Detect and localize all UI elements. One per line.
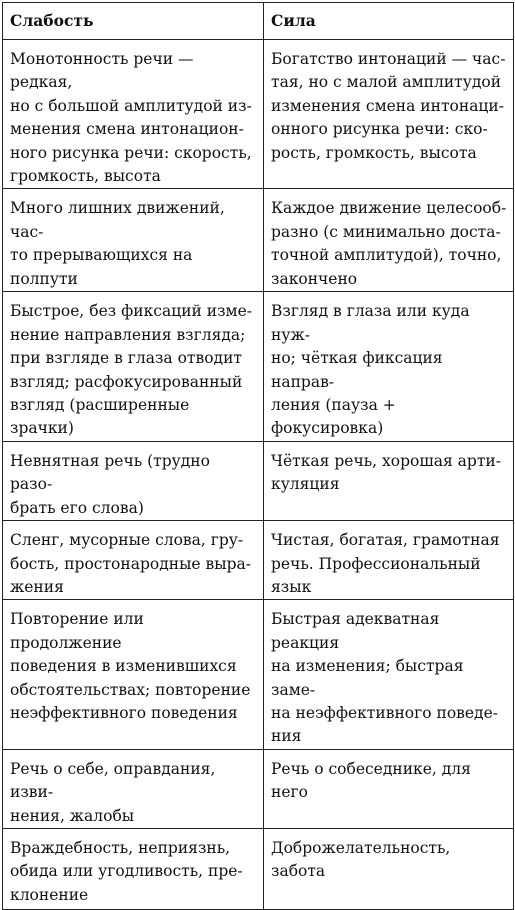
strength-text: Взгляд в глаза или куда нуж- но; чёткая фиксация направ- ления (пауза + фокусировка) [271,302,470,438]
table-row [3,521,514,600]
strength-text: Речь о собеседнике, для него [271,759,471,802]
table-row [3,600,514,749]
weakness-cell [3,292,264,441]
weakness-cell [3,828,264,909]
weakness-text: Речь о себе, оправдания, изви- нения, жалобы [10,759,216,825]
weakness-cell [3,521,264,600]
weakness-cell [3,749,264,828]
table-row [3,441,514,520]
weakness-text: Враждебность, неприязнь, обида или угодливость, пре- клонение [10,838,243,904]
weakness-text: Повторение или продолжение поведения в изменившихся обстоятельствах; повторение неэффективного поведения [10,610,251,722]
weakness-text: Невнятная речь (трудно разо- брать его слова) [10,451,210,517]
table-row [3,189,514,292]
strength-cell [264,600,514,749]
strength-text: Чёткая речь, хорошая арти- куляция [271,451,501,494]
table-row [3,749,514,828]
weakness-cell [3,441,264,520]
strength-cell [264,828,514,909]
strength-cell [264,292,514,441]
strength-cell [264,521,514,600]
header-strength: Сила [264,3,514,40]
weakness-text: Быстрое, без фиксаций изме- нение направления взгляда; при взгляде в глаза отводит взгляд; расфокусированный взгляд (расширенные зрачки) [10,302,253,438]
weakness-cell [3,600,264,749]
strength-cell [264,749,514,828]
strength-text: Быстрая адекватная реакция на изменения; быстрая заме- на неэффективного поведе- ния [271,610,498,746]
weakness-text: Сленг, мусорные слова, гру- бость, простонародные выра- жения [10,531,251,596]
strength-cell [264,40,514,189]
table-row [3,828,514,909]
table-row [3,40,514,189]
strength-cell [264,441,514,520]
strength-text: Чистая, богатая, грамотная речь. Профессиональный язык [271,531,500,596]
strength-cell [264,189,514,292]
table-row [3,292,514,441]
header-weakness: Слабость [3,3,264,40]
weakness-text: Монотонность речи — редкая, но с большой амплитудой из- менения смена интонацион- ного рисунка речи: скорость, громкость, высота [10,50,252,186]
weakness-cell [3,189,264,292]
strength-text: Доброжелательность, забота [271,838,451,881]
comparison-table [2,2,514,910]
weakness-cell [3,40,264,189]
strength-text: Богатство интонаций — час- тая, но с малой амплитудой изменения смена интонаци- онного рисунка речи: ско- рость, громкость, высота [271,50,506,162]
strength-text: Каждое движение целесооб- разно (с минимально доста- точной амплитудой), точно, закончено [271,199,507,288]
weakness-text: Много лишних движений, час- то прерывающихся на полпути [10,199,225,288]
table-header-row [3,3,514,40]
